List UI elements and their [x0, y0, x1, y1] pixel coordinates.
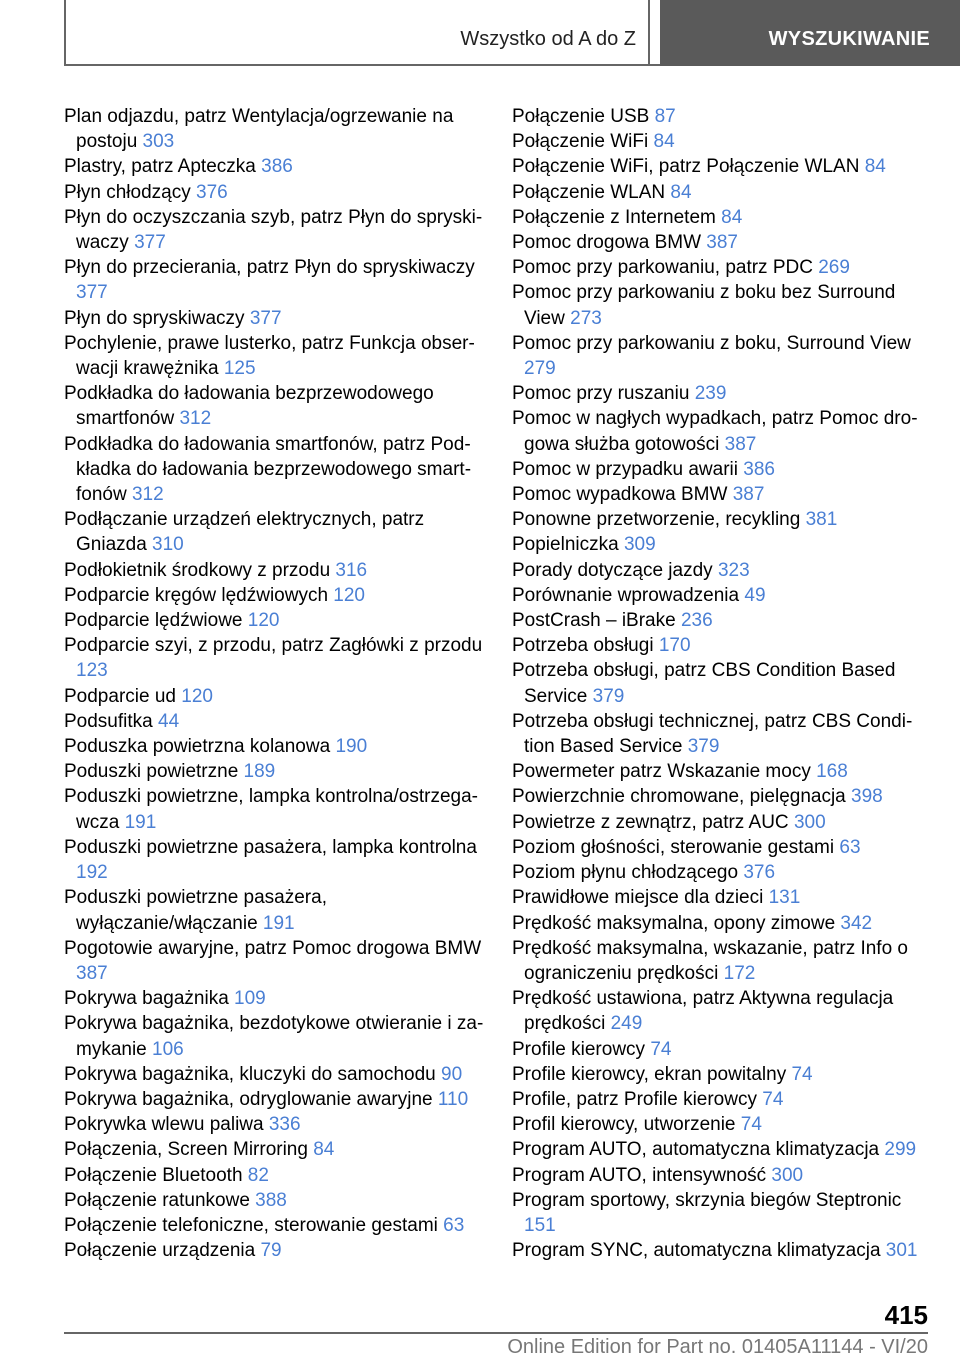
page-link[interactable]: 312: [179, 408, 212, 430]
index-term: Profile, patrz Profile kierowcy: [512, 1088, 763, 1110]
index-term: Poduszki powietrzne pasażera, wyłączanie/włączanie: [64, 887, 327, 934]
index-term: Połączenia, Screen Mirroring: [64, 1139, 314, 1161]
index-term: Pogotowie awaryjne, patrz Pomoc drogowa BMW: [64, 937, 482, 959]
index-entry: [512, 280, 932, 330]
index-entry: [64, 835, 494, 885]
index-term: Program AUTO, intensywność: [512, 1164, 772, 1186]
page-link[interactable]: 279: [524, 358, 556, 380]
index-entry: [64, 381, 494, 431]
page-link[interactable]: 120: [181, 685, 213, 707]
index-term: Pomoc w przypadku awarii: [512, 458, 744, 480]
index-term: Potrzeba obsługi, patrz CBS Condition Based Service: [512, 660, 896, 707]
header-border-bottom: [64, 64, 660, 66]
page-link[interactable]: 379: [592, 685, 625, 707]
index-entry: [64, 1213, 494, 1238]
index-entry: [512, 1137, 932, 1162]
index-entry: [512, 507, 932, 532]
index-term: Popielniczka: [512, 534, 624, 556]
page-link[interactable]: 74: [740, 1114, 762, 1136]
index-entry: [64, 507, 494, 557]
index-entry: [512, 154, 932, 179]
page-link[interactable]: 342: [840, 912, 873, 934]
index-term: Pomoc przy parkowaniu z boku bez Surround View: [512, 282, 896, 329]
index-entry: [512, 180, 932, 205]
index-entry: [64, 633, 494, 683]
page-link[interactable]: 316: [335, 559, 368, 581]
page-link[interactable]: 309: [623, 534, 656, 556]
page-link[interactable]: 84: [721, 206, 743, 228]
index-entry: [512, 1188, 932, 1238]
index-term: Połączenie WiFi, patrz Połączenie WLAN: [512, 156, 865, 178]
index-entry: [64, 255, 494, 305]
index-entry: [64, 784, 494, 834]
index-entry: [64, 306, 494, 331]
page-link[interactable]: 387: [732, 484, 765, 506]
index-term: Pochylenie, prawe lusterko, patrz Funkcja obserwacji krawężnika: [64, 332, 475, 380]
index-entry: [64, 1112, 494, 1137]
index-entry: [64, 608, 494, 633]
index-entry: [512, 784, 932, 809]
index-entry: [512, 255, 932, 280]
index-column-left: [64, 104, 494, 1263]
index-term: Pokrywa bagażnika, kluczyki do samochodu: [64, 1063, 442, 1085]
page-link[interactable]: 387: [76, 962, 108, 984]
index-entry: [512, 860, 932, 885]
index-entry: [64, 1062, 494, 1087]
index-term: Pokrywa bagażnika, odryglowanie awaryjne: [64, 1088, 438, 1110]
page-link[interactable]: 74: [650, 1038, 672, 1060]
page-link[interactable]: 192: [76, 862, 108, 884]
index-term: Połączenie z Internetem: [512, 206, 722, 228]
index-entry: [64, 1087, 494, 1112]
page-link[interactable]: 323: [717, 559, 750, 581]
index-term: Pomoc przy parkowaniu, patrz PDC: [512, 257, 819, 279]
index-entry: [64, 1137, 494, 1162]
index-term: Prędkość maksymalna, wskazanie, patrz Info o ograniczeniu prędkości: [512, 937, 909, 984]
index-term: Podkładka do ładowania bezprzewodowego smartfonów: [64, 383, 434, 430]
index-term: Poduszki powietrzne: [64, 761, 244, 783]
page-link[interactable]: 110: [437, 1088, 469, 1110]
index-term: Połączenie Bluetooth: [64, 1164, 248, 1186]
page-link[interactable]: 381: [805, 509, 838, 531]
index-term: Pokrywa bagażnika, bezdotykowe otwieranie i zamykanie: [64, 1013, 484, 1060]
page-link[interactable]: 301: [885, 1240, 918, 1262]
index-entry: [512, 986, 932, 1036]
page-link[interactable]: 82: [247, 1164, 269, 1186]
page-link[interactable]: 336: [268, 1114, 301, 1136]
page-link[interactable]: 79: [260, 1240, 282, 1262]
index-term: Potrzeba obsługi technicznej, patrz CBS Condition Based Service: [512, 710, 913, 758]
page-link[interactable]: 303: [142, 131, 175, 153]
index-term: Poziom głośności, sterowanie gestami: [512, 836, 840, 858]
index-term: Połączenie ratunkowe: [64, 1189, 256, 1211]
index-entry: [512, 1062, 932, 1087]
page-link[interactable]: 84: [670, 181, 692, 203]
index-term: Plastry, patrz Apteczka: [64, 156, 262, 178]
index-term: Profile kierowcy: [512, 1038, 651, 1060]
index-entry: [512, 230, 932, 255]
index-entry: [512, 658, 932, 708]
index-entry: [512, 1087, 932, 1112]
index-term: Płyn do przecierania, patrz Płyn do spryskiwaczy: [64, 257, 475, 279]
page-link[interactable]: 239: [694, 383, 727, 405]
page-link[interactable]: 388: [255, 1189, 287, 1211]
index-entry: [64, 759, 494, 784]
page-link[interactable]: 44: [158, 710, 180, 732]
index-term: Podparcie lędźwiowe: [64, 610, 248, 632]
index-entry: [512, 1037, 932, 1062]
index-term: Program SYNC, automatyczna klimatyzacja: [512, 1240, 886, 1262]
page-link[interactable]: 386: [261, 156, 293, 178]
index-entry: [512, 457, 932, 482]
page-link[interactable]: 377: [249, 307, 282, 329]
index-entry: [512, 406, 932, 456]
index-entry: [64, 331, 494, 381]
index-term: Poziom płynu chłodzącego: [512, 862, 744, 884]
index-entry: [64, 885, 494, 935]
search-tab-label: WYSZUKIWANIE: [768, 28, 930, 50]
page-link[interactable]: 386: [743, 458, 775, 480]
index-term: Połączenie WiFi: [512, 131, 654, 153]
edition-note: Online Edition for Part no. 01405A11144 - VI/20: [507, 1336, 928, 1358]
page-link[interactable]: 109: [234, 988, 266, 1010]
header-border-divider: [648, 0, 650, 66]
page-link[interactable]: 170: [658, 635, 691, 657]
index-term: Prędkość ustawiona, patrz Aktywna regulacja prędkości: [512, 988, 894, 1035]
page-link[interactable]: 172: [723, 962, 756, 984]
index-term: Podłączanie urządzeń elektrycznych, patrz Gniazda: [64, 509, 425, 556]
page-link[interactable]: 123: [76, 660, 108, 682]
page-link[interactable]: 310: [152, 534, 184, 556]
index-entry: [512, 911, 932, 936]
page-link[interactable]: 74: [791, 1063, 813, 1085]
page-link[interactable]: 376: [196, 181, 228, 203]
index-term: Poduszki powietrzne, lampka kontrolna/ostrzegawcza: [64, 786, 478, 833]
index-entry: [64, 154, 494, 179]
index-entry: [512, 129, 932, 154]
index-term: Pomoc przy parkowaniu z boku, Surround View: [512, 332, 911, 354]
index-term: PostCrash – iBrake: [512, 610, 681, 632]
index-entry: [512, 885, 932, 910]
page-link[interactable]: 120: [333, 584, 365, 606]
footer-rule: [64, 1332, 928, 1334]
index-term: Poduszki powietrzne pasażera, lampka kontrolna: [64, 836, 477, 858]
index-entry: [64, 432, 494, 508]
index-term: Płyn chłodzący: [64, 181, 197, 203]
page-link[interactable]: 299: [884, 1139, 917, 1161]
index-entry: [64, 936, 494, 986]
index-entry: [512, 532, 932, 557]
page-link[interactable]: 63: [443, 1214, 465, 1236]
index-entry: [64, 986, 494, 1011]
page-link[interactable]: 74: [762, 1088, 784, 1110]
index-entry: [512, 936, 932, 986]
index-term: Podparcie kręgów lędźwiowych: [64, 584, 334, 606]
page-number: 415: [884, 1300, 928, 1330]
index-entry: [512, 759, 932, 784]
index-term: Profile kierowcy, ekran powitalny: [512, 1063, 792, 1085]
index-entry: [512, 1112, 932, 1137]
index-term: Prędkość maksymalna, opony zimowe: [512, 912, 841, 934]
index-term: Połączenie WLAN: [512, 181, 671, 203]
index-term: Ponowne przetworzenie, recykling: [512, 509, 806, 531]
index-term: Prawidłowe miejsce dla dzieci: [512, 887, 769, 909]
index-term: Płyn do oczyszczania szyb, patrz Płyn do spryskiwaczy: [64, 206, 483, 254]
index-term: Płyn do spryskiwaczy: [64, 307, 250, 329]
index-term: Poduszka powietrzna kolanowa: [64, 736, 336, 758]
index-term: Podparcie szyi, z przodu, patrz Zagłówki z przodu: [64, 635, 483, 657]
page-link[interactable]: 84: [864, 156, 886, 178]
index-entry: [512, 583, 932, 608]
page-link[interactable]: 312: [131, 484, 164, 506]
index-term: Podsufitka: [64, 710, 158, 732]
page-link[interactable]: 168: [816, 761, 848, 783]
index-term: Pomoc przy ruszaniu: [512, 383, 695, 405]
header-border-left: [64, 0, 66, 66]
page-link[interactable]: 377: [76, 282, 108, 304]
index-term: Podkładka do ładowania smartfonów, patrz Podkładka do ładowania bezprzewodowego smartfonów: [64, 433, 472, 506]
page-link[interactable]: 131: [768, 887, 801, 909]
index-entry: [64, 558, 494, 583]
index-term: Pokrywka wlewu paliwa: [64, 1114, 269, 1136]
section-title: Wszystko od A do Z: [460, 28, 636, 50]
index-entry: [512, 331, 932, 381]
index-term: Pomoc drogowa BMW: [512, 232, 707, 254]
index-term: Powietrze z zewnątrz, patrz AUC: [512, 811, 794, 833]
page-link[interactable]: 249: [610, 1013, 643, 1035]
page-link[interactable]: 190: [335, 736, 368, 758]
index-entry: [512, 1163, 932, 1188]
page-link[interactable]: 376: [743, 862, 776, 884]
page-link[interactable]: 120: [247, 610, 280, 632]
page-link[interactable]: 191: [262, 912, 295, 934]
index-term: Porównanie wprowadzenia: [512, 584, 745, 606]
page-link[interactable]: 377: [134, 232, 166, 254]
page-link[interactable]: 189: [243, 761, 276, 783]
page-link[interactable]: 300: [771, 1164, 804, 1186]
index-entry: [512, 709, 932, 759]
search-tab[interactable]: [660, 0, 960, 66]
page-link[interactable]: 84: [653, 131, 675, 153]
page-link[interactable]: 49: [744, 584, 766, 606]
page-link[interactable]: 236: [680, 610, 713, 632]
index-entry: [64, 709, 494, 734]
index-entry: [64, 1238, 494, 1263]
index-entry: [512, 633, 932, 658]
index-entry: [512, 810, 932, 835]
page-link[interactable]: 398: [851, 786, 883, 808]
index-term: Pokrywa bagażnika: [64, 988, 235, 1010]
index-term: Porady dotyczące jazdy: [512, 559, 718, 581]
page-link[interactable]: 379: [687, 736, 720, 758]
index-entry: [512, 835, 932, 860]
index-entry: [512, 558, 932, 583]
index-column-right: [512, 104, 932, 1263]
page-link[interactable]: 273: [570, 307, 602, 329]
index-entry: [512, 205, 932, 230]
page-link[interactable]: 63: [839, 836, 861, 858]
index-entry: [512, 608, 932, 633]
index-entry: [64, 1163, 494, 1188]
index-term: Podłokietnik środkowy z przodu: [64, 559, 336, 581]
index-term: Połączenie telefoniczne, sterowanie gestami: [64, 1214, 444, 1236]
page-link[interactable]: 90: [441, 1063, 463, 1085]
index-entry: [64, 684, 494, 709]
index-entry: [64, 205, 494, 255]
page-link[interactable]: 106: [152, 1038, 184, 1060]
page-link[interactable]: 125: [223, 358, 256, 380]
index-entry: [512, 482, 932, 507]
page-link[interactable]: 151: [524, 1214, 556, 1236]
index-term: Połączenie urządzenia: [64, 1240, 261, 1262]
page-link[interactable]: 84: [313, 1139, 335, 1161]
index-entry: [64, 583, 494, 608]
page-link[interactable]: 269: [818, 257, 850, 279]
page-link[interactable]: 87: [654, 106, 676, 127]
index-term: Plan odjazdu, patrz Wentylacja/ogrzewanie na postoju: [64, 106, 454, 153]
index-term: Połączenie USB: [512, 106, 655, 127]
index-term: Program AUTO, automatyczna klimatyzacja: [512, 1139, 885, 1161]
index-term: Program sportowy, skrzynia biegów Steptronic: [512, 1189, 902, 1211]
index-entry: [64, 104, 494, 154]
index-term: Powermeter patrz Wskazanie mocy: [512, 761, 817, 783]
index-entry: [512, 1238, 932, 1263]
index-entry: [512, 381, 932, 406]
page-link[interactable]: 387: [724, 433, 757, 455]
index-entry: [64, 1188, 494, 1213]
index-term: Potrzeba obsługi: [512, 635, 659, 657]
index-term: Powierzchnie chromowane, pielęgnacja: [512, 786, 852, 808]
page-link[interactable]: 387: [706, 232, 738, 254]
index-term: Podparcie ud: [64, 685, 182, 707]
index-entry: [64, 734, 494, 759]
index-entry: [64, 1011, 494, 1061]
index-term: Pomoc wypadkowa BMW: [512, 484, 733, 506]
index-entry: [512, 104, 932, 129]
page-link[interactable]: 191: [124, 811, 157, 833]
index-entry: [64, 180, 494, 205]
page-link[interactable]: 300: [793, 811, 826, 833]
index-term: Pomoc w nagłych wypadkach, patrz Pomoc drogowa służba gotowości: [512, 408, 918, 455]
index-term: Profil kierowcy, utworzenie: [512, 1114, 741, 1136]
